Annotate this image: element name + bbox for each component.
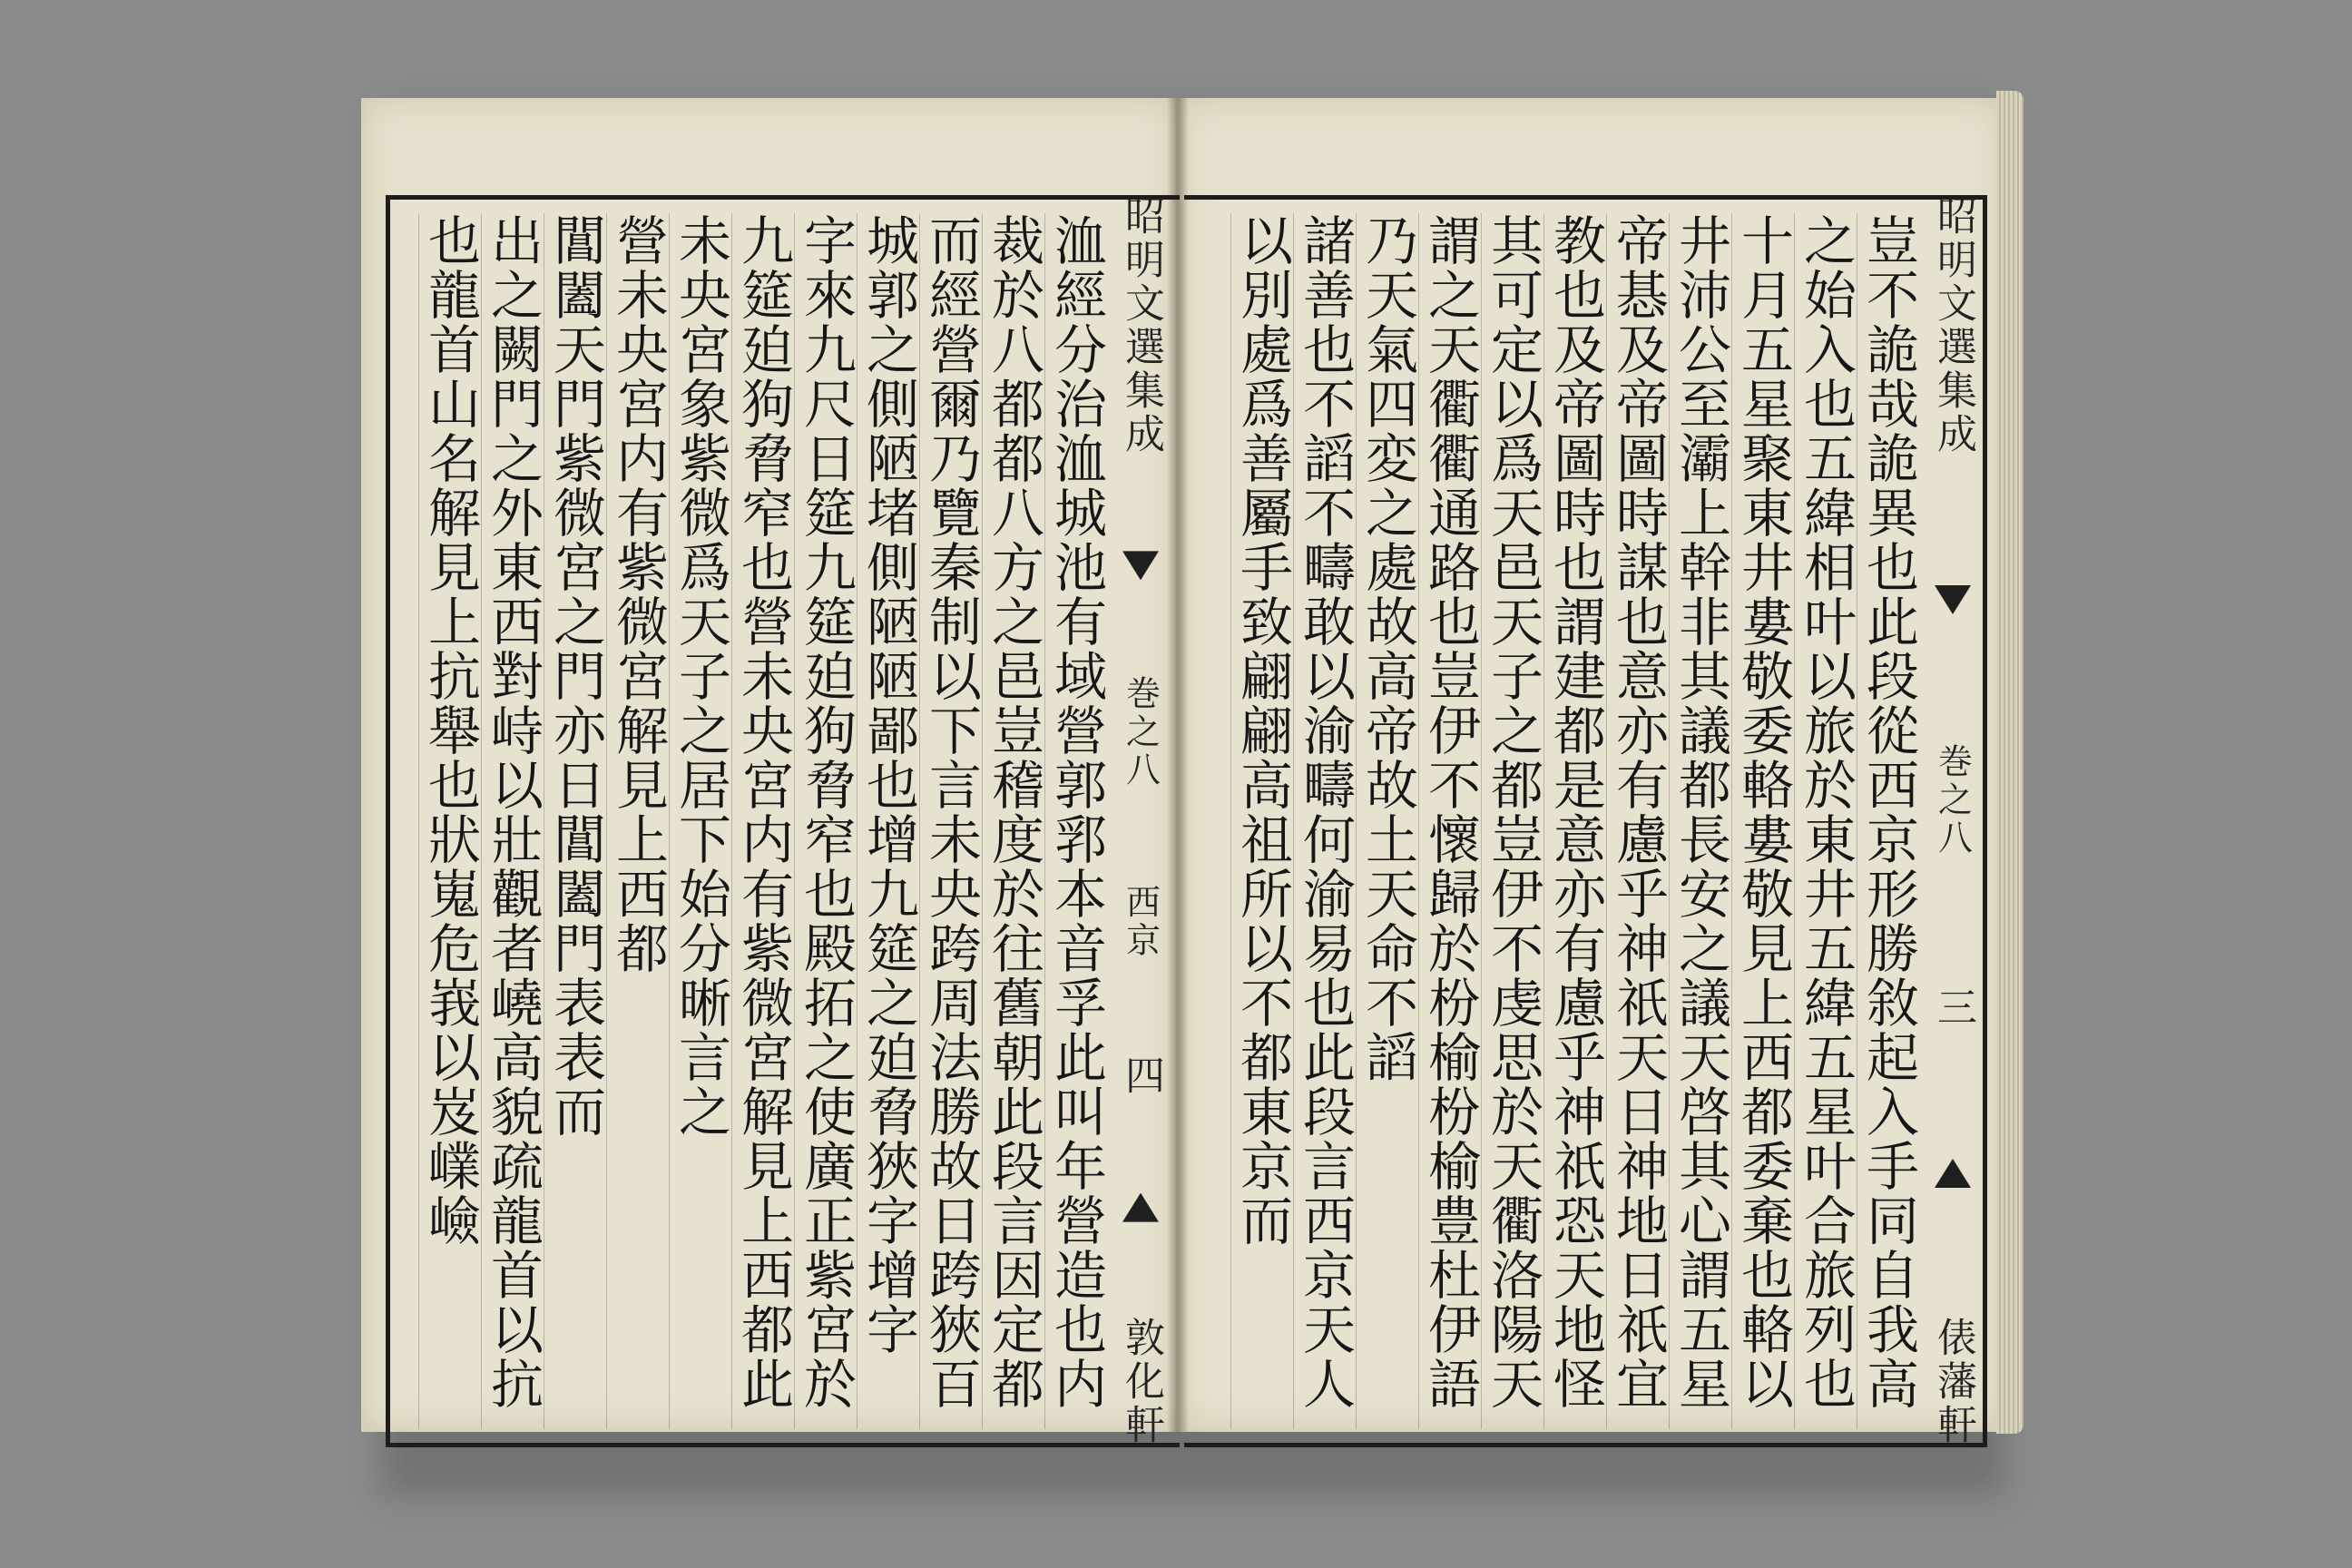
text-column: 城郭之側陋堵側陋陋鄙也增九筵之廹脅狹字增字	[857, 213, 919, 1429]
text-column: 謂之天衢衢通路也豈伊不懷歸於枌榆枌榆豊杜伊語	[1418, 213, 1481, 1429]
fish-tail-mark-lower	[1935, 1159, 1971, 1188]
text-column: 帝惎及帝圖時謀也意亦有慮乎神祇天日神地日祇宜	[1606, 213, 1669, 1429]
text-column: 以別處爲善屬手致翩翩高祖所以不都東京而	[1230, 213, 1293, 1429]
text-column: 教也及帝圖時也謂建都是意亦有慮乎神祇恐天地怪	[1544, 213, 1606, 1429]
fish-tail-mark	[1935, 585, 1971, 614]
right-banner-volume: 巻之八	[1932, 743, 1973, 858]
fish-tail-mark-lower	[1122, 1193, 1159, 1222]
right-publisher: 俵藩軒	[1930, 1317, 1976, 1447]
right-banner-title: 昭明文選集成	[1930, 195, 1976, 456]
text-column: 乃天氣四変之處故高帝故土天命不謟	[1356, 213, 1418, 1429]
text-column: 其可定以爲天邑天子之都豈伊不虔思於天衢洛陽天	[1481, 213, 1544, 1429]
fish-tail-mark	[1122, 551, 1159, 580]
text-column: 出之闕門之外東西對峙以壯觀者嶢高貌疏龍首以抗	[481, 213, 544, 1429]
left-page-number: 四	[1118, 1054, 1164, 1099]
text-column: 諸善也不謟不疇敢以渝疇何渝易也此段言西京天人	[1293, 213, 1356, 1429]
right-page-banner	[1924, 195, 1982, 1447]
right-page-number: 三	[1930, 986, 1976, 1030]
text-column: 豈不詭哉詭異也此段從西京形勝敘起入手同自我高	[1857, 213, 1919, 1429]
text-column: 井沛公至灞上幹非其議都長安之議天啓其心謂五星	[1669, 213, 1731, 1429]
left-banner-volume: 巻之八	[1120, 674, 1161, 789]
text-column: 未央宮象紫微爲天子之居下始分晰言之	[669, 213, 731, 1429]
text-column: 九筵廹狗脅窄也營未央宮内有紫微宮解見上西都此	[731, 213, 794, 1429]
text-column: 洫經分治洫城池有域營郭郛本音孚此叫年營造也内	[1044, 213, 1107, 1429]
left-banner-title: 昭明文選集成	[1118, 195, 1164, 456]
left-banner-section: 西京	[1120, 883, 1161, 960]
text-column: 十月五星聚東井婁敬委輅婁敬見上西都委棄也輅以	[1731, 213, 1794, 1429]
left-publisher: 敦化軒	[1118, 1316, 1164, 1447]
text-column: 裁於八都都八方之邑豈稽度於往舊朝此段言因定都	[982, 213, 1044, 1429]
text-column: 閶闔天門紫微宮之門亦日閶闔門表表而	[544, 213, 606, 1429]
page-edges	[1996, 91, 2024, 1434]
text-column: 之始入也五緯相叶以旅於東井五緯五星叶合旅列也	[1794, 213, 1857, 1429]
text-column: 而經營爾乃覽秦制以下言未央跨周法勝故日跨狹百	[919, 213, 982, 1429]
left-page-banner	[1112, 195, 1170, 1447]
text-column: 也龍首山名解見上抗舉也狀嵬危峩以岌嶫嶮	[418, 213, 481, 1429]
left-text-columns	[390, 213, 1107, 1429]
right-text-columns	[1189, 213, 1919, 1429]
text-column: 營未央宮内有紫微宮解見上西都	[606, 213, 669, 1429]
text-column: 字來九尺日筵九筵廹狗脅窄也殿拓之使廣正紫宮於	[794, 213, 857, 1429]
